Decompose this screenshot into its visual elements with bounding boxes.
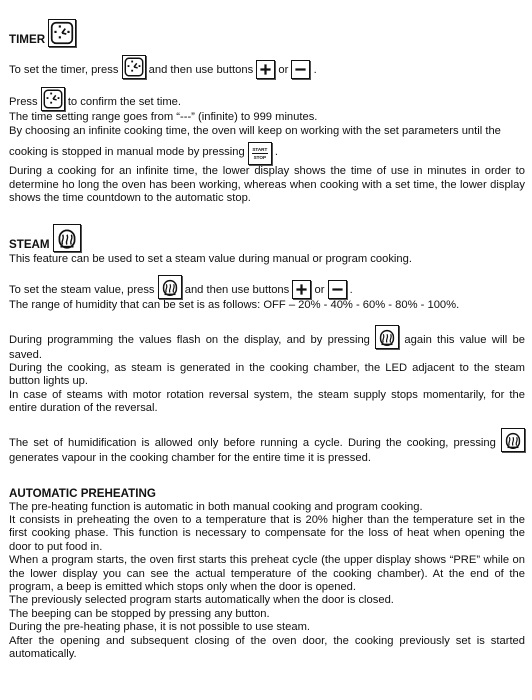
- timer-heading: [9, 19, 525, 47]
- steam-led-text: During the cooking, as steam is generated in the cooking chamber, the LED adjacent to the steam button lights up.: [9, 362, 525, 388]
- preheat-line: The previously selected program starts automatically when the door is closed.: [9, 594, 394, 607]
- start-stop-icon: START STOP: [248, 142, 272, 165]
- steam-icon: [53, 224, 81, 252]
- steam-reversal-text: In case of steams with motor rotation reversal system, the steam supply stops momentarily, for the entire duration of the reversal.: [9, 388, 525, 415]
- preheat-title: AUTOMATIC PREHEATING: [9, 487, 156, 501]
- steam-humidification-text: The set of humidification is allowed only before running a cycle. During the cooking, pressing generates vapour in the cooking chamber for the entire time it is pressed.: [9, 428, 525, 465]
- timer-stopped-text: cooking is stopped in manual mode by pressing START STOP .: [9, 142, 525, 165]
- timer-confirm-text: Press to confirm the set time.: [9, 87, 525, 111]
- preheat-line: During the pre-heating phase, it is not possible to use steam.: [9, 621, 310, 634]
- minus-icon: [328, 280, 347, 299]
- steam-icon: [158, 275, 182, 299]
- preheat-line: The beeping can be stopped by pressing any button.: [9, 607, 270, 620]
- steam-heading: [9, 224, 525, 252]
- steam-intro-text: This feature can be used to set a steam value during manual or program cooking.: [9, 252, 412, 265]
- timer-range-text: The time setting range goes from “---” (infinite) to 999 minutes.: [9, 111, 318, 124]
- timer-icon: [122, 55, 146, 79]
- timer-title: TIMER: [9, 33, 46, 46]
- steam-icon: [501, 428, 525, 452]
- steam-icon: [375, 325, 399, 349]
- timer-section: [9, 19, 525, 205]
- timer-during-text: During a cooking for an infinite time, the lower display shows the time of use in minutes in order to determine ho long the oven has been working, whereas when cooking with a set time, the lower display shows the time countdown to the automatic stop.: [9, 165, 525, 205]
- steam-title: STEAM: [9, 238, 50, 252]
- preheat-line: After the opening and subsequent closing of the oven door, the cooking previously set is started automatically.: [9, 634, 525, 660]
- minus-icon: [291, 60, 310, 79]
- timer-set-text: To set the timer, press and then use buttons or .: [9, 55, 525, 79]
- preheat-section: [9, 487, 525, 661]
- steam-section: [9, 224, 525, 465]
- steam-range-text: The range of humidity that can be set is as follows: OFF – 20% - 40% - 60% - 80% - 100%.: [9, 299, 460, 312]
- preheat-line: It consists in preheating the oven to a temperature that is 20% higher than the temperature set in the first cooking phase. This function is necessary to compensate for the loss of heat when opening the door to put food in.: [9, 513, 525, 553]
- plus-icon: [292, 280, 311, 299]
- steam-programming-text: During programming the values flash on the display, and by pressing again this value will be saved.: [9, 325, 525, 362]
- timer-icon: [41, 87, 65, 111]
- document-page: [9, 0, 525, 661]
- preheat-line: When a program starts, the oven first starts this preheat cycle (the upper display shows “PRE” while on the lower display you can see the actual temperature of the cooking chamber). At the end of the program, a beep is emitted which stops only when the door is opened.: [9, 554, 525, 593]
- plus-icon: [256, 60, 275, 79]
- timer-icon: [48, 19, 76, 47]
- preheat-line: The pre-heating function is automatic in both manual cooking and program cooking.: [9, 500, 423, 513]
- steam-set-text: To set the steam value, press and then use buttons or .: [9, 275, 525, 299]
- timer-infinite-text: By choosing an infinite cooking time, the oven will keep on working with the set parameters until the: [9, 124, 501, 137]
